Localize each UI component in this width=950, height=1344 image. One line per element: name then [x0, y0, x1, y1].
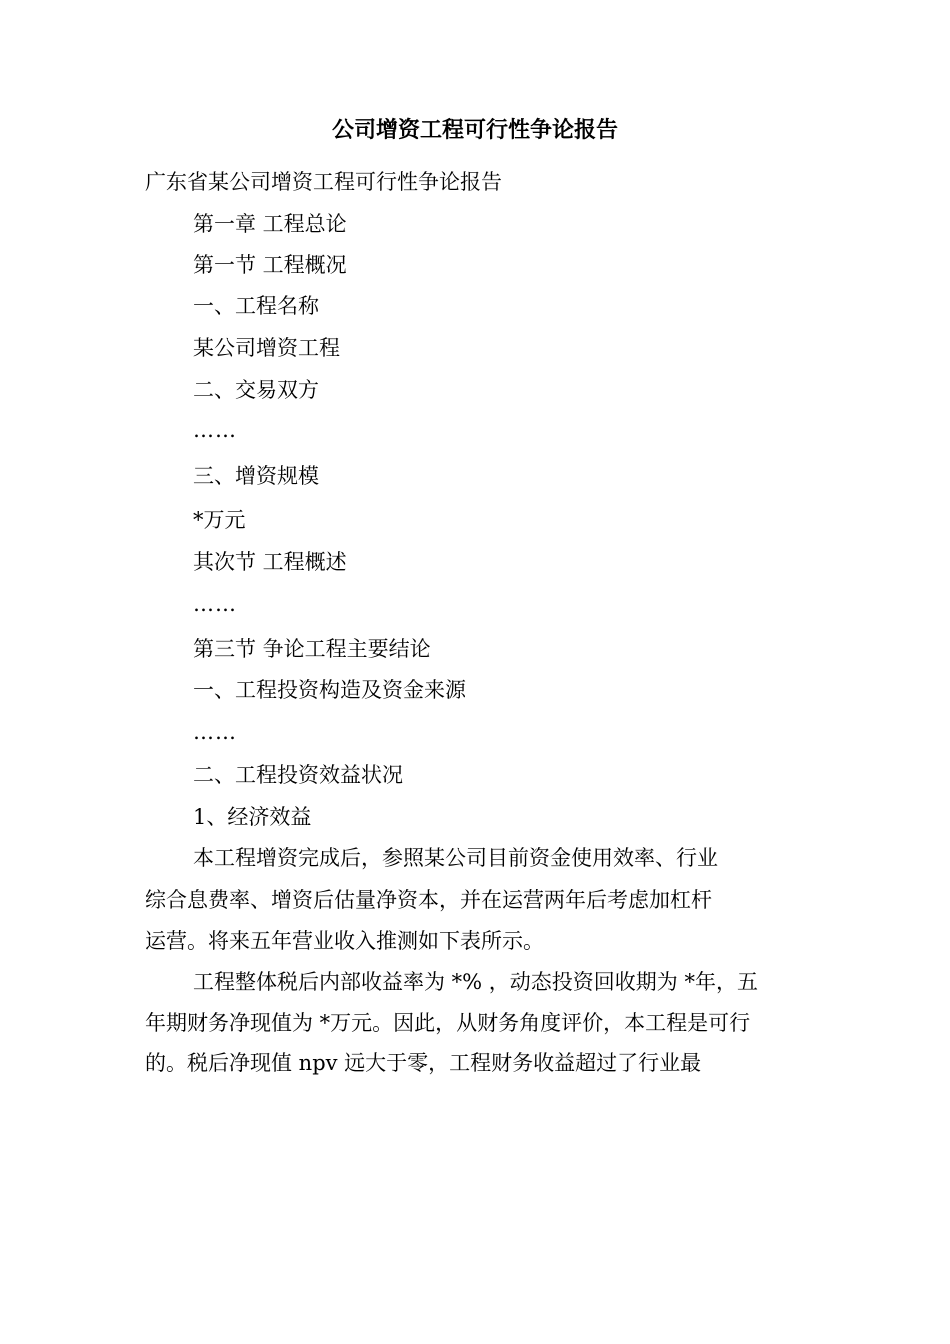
body-line: 某公司增资工程: [193, 336, 340, 360]
section-heading: 第一节 工程概况: [193, 253, 347, 277]
list-item-heading: 一、工程投资构造及资金来源: [193, 678, 466, 702]
body-line: *万元: [193, 508, 246, 532]
ellipsis-line: ……: [193, 418, 237, 442]
document-title: 公司增资工程可行性争论报告: [331, 118, 618, 143]
section-heading: 其次节 工程概述: [193, 550, 347, 574]
paragraph-line: 运营。将来五年营业收入推测如下表所示。: [145, 929, 544, 953]
chapter-heading: 第一章 工程总论: [193, 212, 347, 236]
paragraph-line: 年期财务净现值为 *万元。因此，从财务角度评价，本工程是可行: [145, 1011, 751, 1035]
ellipsis-line: ……: [193, 592, 237, 616]
list-item-heading: 二、交易双方: [193, 378, 319, 402]
list-item-heading: 1、经济效益: [193, 805, 312, 829]
document-subtitle: 广东省某公司增资工程可行性争论报告: [145, 170, 502, 194]
paragraph-line: 本工程增资完成后，参照某公司目前资金使用效率、行业: [193, 846, 718, 870]
paragraph-line: 的。税后净现值 npv 远大于零，工程财务收益超过了行业最: [145, 1051, 702, 1075]
section-heading: 第三节 争论工程主要结论: [193, 637, 431, 661]
list-item-heading: 二、工程投资效益状况: [193, 763, 403, 787]
list-item-heading: 一、工程名称: [193, 294, 319, 318]
ellipsis-line: ……: [193, 720, 237, 744]
paragraph-line: 综合息费率、增资后估量净资本，并在运营两年后考虑加杠杆: [145, 888, 712, 912]
list-item-heading: 三、增资规模: [193, 464, 319, 488]
paragraph-line: 工程整体税后内部收益率为 *% ，动态投资回收期为 *年，五: [193, 970, 758, 994]
